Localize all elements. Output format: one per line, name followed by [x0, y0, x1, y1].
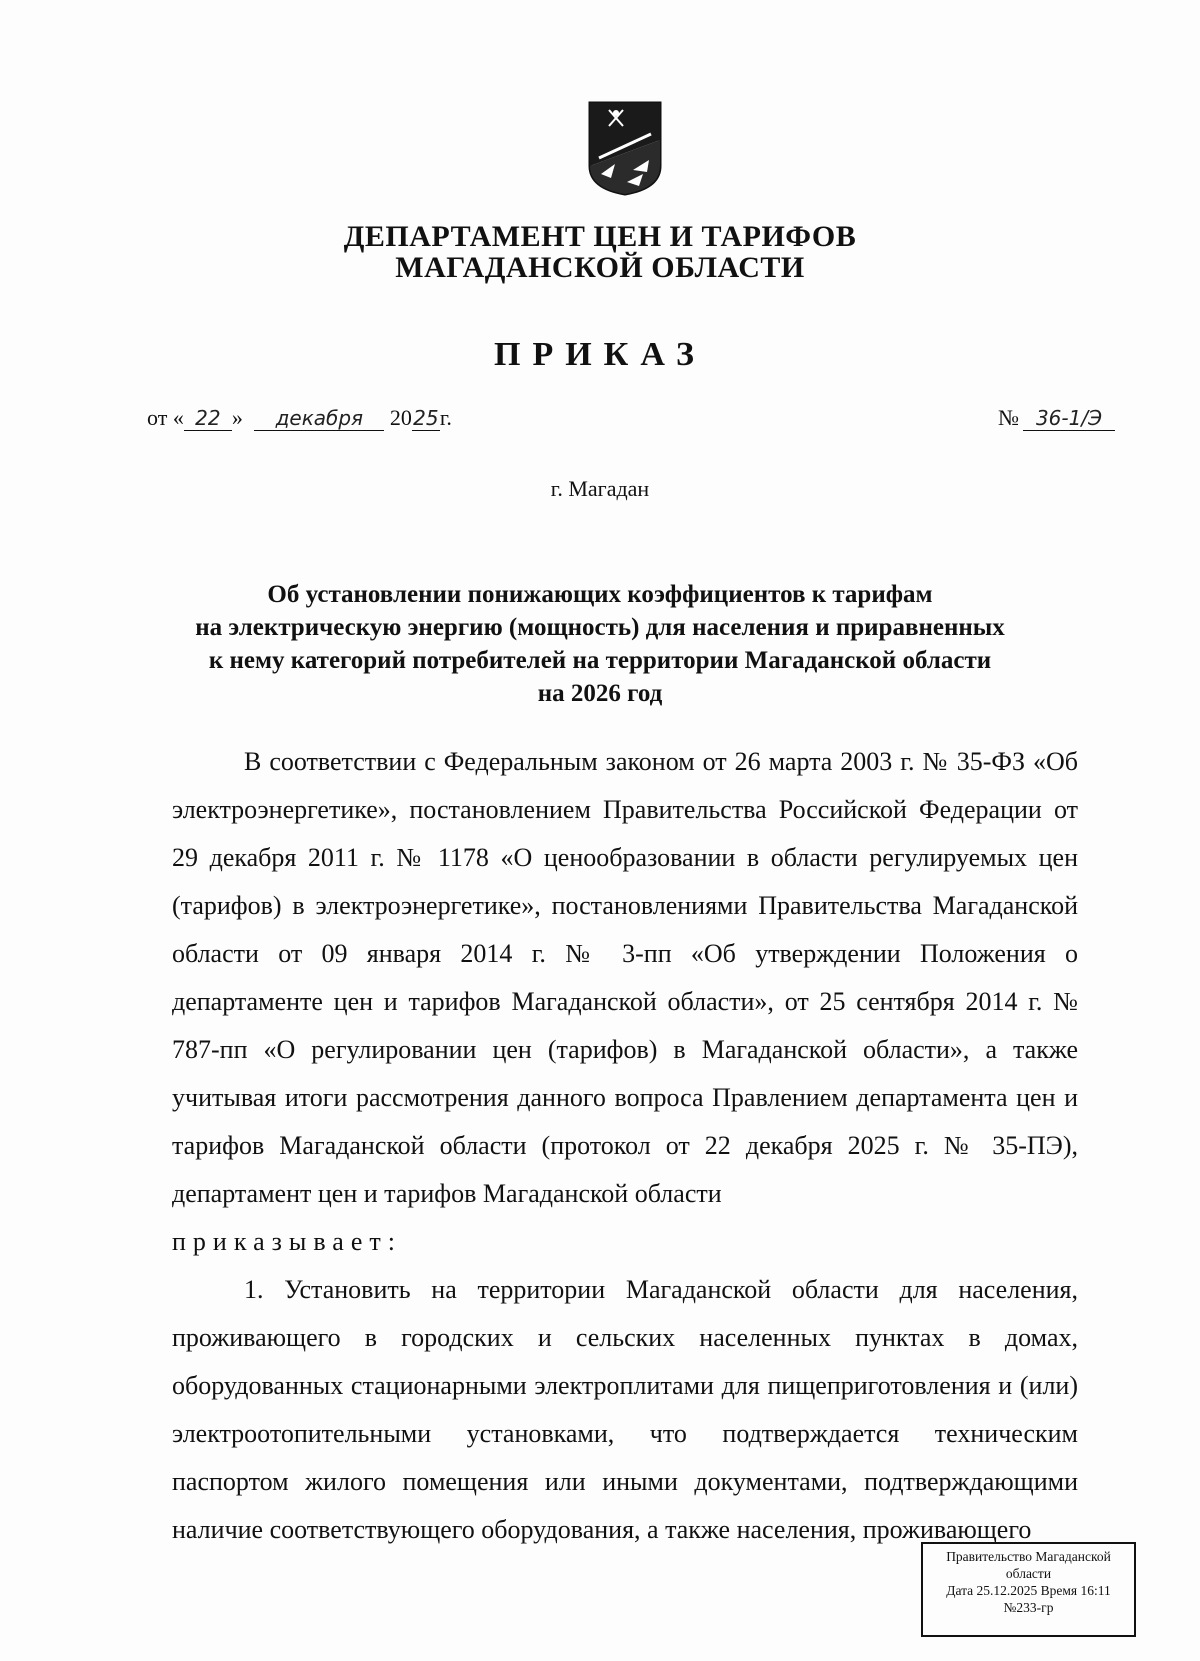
stamp-line1: Правительство Магаданской [946, 1549, 1111, 1564]
date-year-prefix: 20 [389, 405, 412, 430]
date-day-close: » [231, 405, 243, 430]
stamp-line4: №233-гр [1003, 1600, 1054, 1615]
order-number [998, 405, 1115, 431]
preamble-paragraph: В соответствии с Федеральным законом от 26 марта 2003 г. № 35-ФЗ «Об электроэнергетике», постановлением Правительства Российской Федерации от 29 декабря 2011 г. № 1178 «О ценообразовании в области регулируемых цен (тарифов) в электроэнергетике», постановлениями Правительства Магаданской области от 09 января 2014 г. № 3-пп «Об утверждении Положения о департаменте цен и тарифов Магаданской области», от 25 сентября 2014 г. № 787-пп «О регулировании цен (тарифов) в Магаданской области», а также учитывая итоги рассмотрения данного вопроса Правлением департамента цен и тарифов Магаданской области (протокол от 22 декабря 2025 г. № 35-ПЭ), департамент цен и тарифов Магаданской области [172, 747, 1078, 1208]
order-date [147, 405, 452, 431]
city: г. Магадан [550, 476, 650, 501]
order-title: ПРИКАЗ [494, 336, 706, 373]
date-month-handwritten: декабря [254, 406, 384, 431]
department-name-line1: ДЕПАРТАМЕНТ ЦЕН И ТАРИФОВ [343, 220, 857, 253]
number-label: № [998, 405, 1019, 430]
stamp-line3: Дата 25.12.2025 Время 16:11 [946, 1583, 1111, 1598]
department-name-line2: МАГАДАНСКОЙ ОБЛАСТИ [395, 251, 805, 284]
subject-line2: на электрическую энергию (мощность) для населения и приравненных [195, 614, 1005, 641]
clause-1-paragraph: 1. Установить на территории Магаданской области для населения, проживающего в городских и сельских населенных пунктах в домах, оборудованных стационарными электроплитами для пищеприготовления и (или) электроотопительными установками, что подтверждается техническим паспортом жилого помещения или иными документами, подтверждающими наличие соответствующего оборудования, а также населения, проживающего [172, 1275, 1078, 1544]
coat-of-arms-icon [587, 100, 663, 196]
subject-line4: на 2026 год [537, 680, 663, 707]
subject-line1: Об установлении понижающих коэффициентов к тарифам [267, 581, 933, 608]
registration-stamp [921, 1542, 1136, 1637]
stamp-line2: области [1005, 1566, 1052, 1581]
date-day-handwritten: 22 [184, 406, 232, 431]
number-handwritten: 36-1/Э [1023, 406, 1115, 431]
order-body [172, 738, 1078, 1554]
orders-word: приказывает: [172, 1227, 402, 1256]
subject-line3: к нему категорий потребителей на территории Магаданской области [208, 647, 992, 674]
order-subject [150, 578, 1050, 710]
date-year-handwritten: 25 [413, 406, 439, 430]
date-suffix: г. [439, 405, 452, 430]
date-prefix: от « [147, 405, 184, 430]
